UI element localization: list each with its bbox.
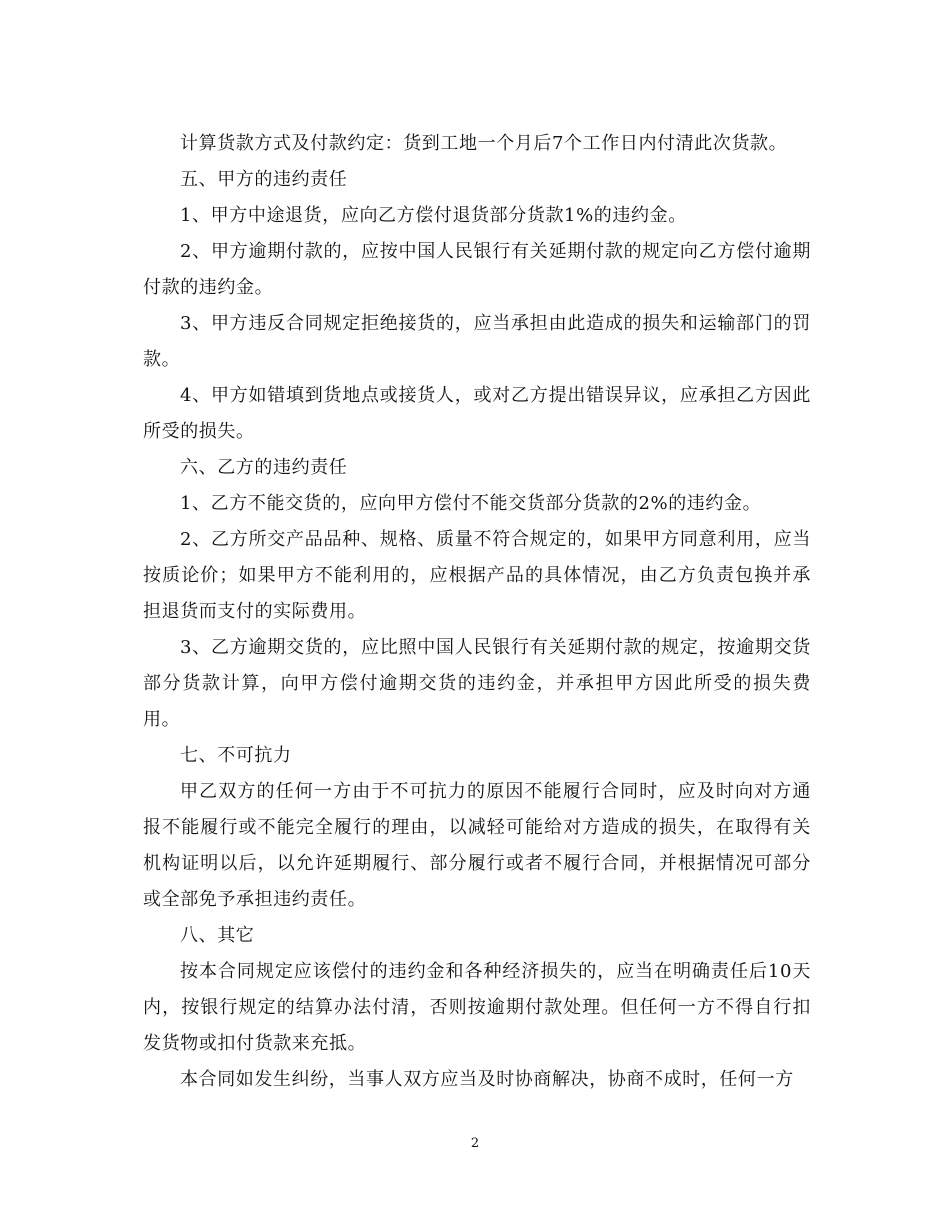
clause-paragraph: 1、乙方不能交货的，应向甲方偿付不能交货部分货款的2%的违约金。 [180, 493, 762, 514]
section-heading-force-majeure: 七、不可抗力 [180, 745, 292, 766]
clause-paragraph: 2、甲方逾期付款的，应按中国人民银行有关延期付款的规定向乙方偿付逾期付款的违约金。 [143, 241, 811, 298]
clause-paragraph: 本合同如发生纠纷，当事人双方应当及时协商解决，协商不成时，任何一方 [180, 1069, 794, 1090]
payment-terms-paragraph: 计算货款方式及付款约定：货到工地一个月后7个工作日内付清此次货款。 [180, 133, 788, 154]
clause-paragraph: 甲乙双方的任何一方由于不可抗力的原因不能履行合同时，应及时向对方通报不能履行或不能完全履行的理由，以减轻可能给对方造成的损失，在取得有关机构证明以后，以允许延期履行、部分履行或者不履行合同，并根据情况可部分或全部免予承担违约责任。 [143, 781, 811, 910]
clause-paragraph: 4、甲方如错填到货地点或接货人，或对乙方提出错误异议，应承担乙方因此所受的损失。 [143, 385, 811, 442]
section-heading-party-b-liability: 六、乙方的违约责任 [180, 457, 348, 478]
section-heading-party-a-liability: 五、甲方的违约责任 [180, 169, 348, 190]
clause-paragraph: 3、乙方逾期交货的，应比照中国人民银行有关延期付款的规定，按逾期交货部分货款计算，向甲方偿付逾期交货的违约金，并承担甲方因此所受的损失费用。 [143, 637, 811, 730]
clause-paragraph: 3、甲方违反合同规定拒绝接货的，应当承担由此造成的损失和运输部门的罚款。 [143, 313, 811, 370]
clause-paragraph: 按本合同规定应该偿付的违约金和各种经济损失的，应当在明确责任后10天内，按银行规定的结算办法付清，否则按逾期付款处理。但任何一方不得自行扣发货物或扣付货款来充抵。 [143, 961, 811, 1054]
clause-paragraph: 2、乙方所交产品品种、规格、质量不符合规定的，如果甲方同意利用，应当按质论价；如果甲方不能利用的，应根据产品的具体情况，由乙方负责包换并承担退货而支付的实际费用。 [143, 529, 811, 622]
page-number: 2 [470, 1136, 480, 1151]
section-heading-other: 八、其它 [180, 925, 255, 946]
document-body [143, 126, 811, 1098]
clause-paragraph: 1、甲方中途退货，应向乙方偿付退货部分货款1%的违约金。 [180, 205, 687, 226]
